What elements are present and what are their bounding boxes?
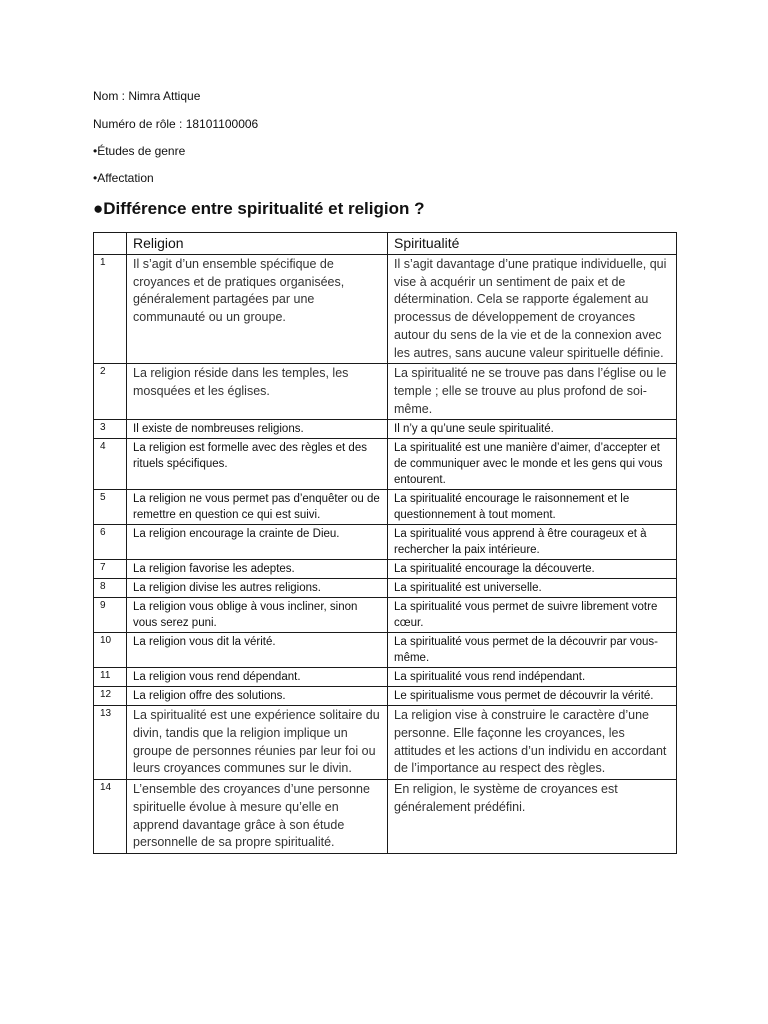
table-row [94, 706, 677, 780]
page-title: ●Différence entre spiritualité et religion ? [93, 199, 425, 218]
spirituality-cell: La spiritualité est une manière d’aimer, d’accepter et de communiquer avec le monde et les gens qui vous entourent. [388, 439, 677, 490]
religion-cell: La religion offre des solutions. [127, 687, 388, 706]
row-number: 11 [94, 668, 127, 687]
header-number-column [94, 233, 127, 255]
comparison-table [93, 232, 677, 854]
row-number: 8 [94, 579, 127, 598]
religion-cell: La religion encourage la crainte de Dieu. [127, 525, 388, 560]
religion-cell: La religion vous rend dépendant. [127, 668, 388, 687]
row-number: 13 [94, 706, 127, 780]
spirituality-cell: Il n’y a qu’une seule spiritualité. [388, 420, 677, 439]
header-religion: Religion [127, 233, 388, 255]
religion-cell: L’ensemble des croyances d’une personne spirituelle évolue à mesure qu’elle en apprend davantage grâce à son étude personnelle de sa propre spiritualité. [127, 780, 388, 854]
table-row [94, 780, 677, 854]
table-row [94, 364, 677, 420]
religion-cell: La religion vous dit la vérité. [127, 633, 388, 668]
spirituality-cell: En religion, le système de croyances est généralement prédéfini. [388, 780, 677, 854]
table-row [94, 560, 677, 579]
row-number: 14 [94, 780, 127, 854]
religion-cell: La religion réside dans les temples, les mosquées et les églises. [127, 364, 388, 420]
spirituality-cell: La spiritualité encourage la découverte. [388, 560, 677, 579]
header-spirituality: Spiritualité [388, 233, 677, 255]
row-number: 5 [94, 490, 127, 525]
row-number: 7 [94, 560, 127, 579]
spirituality-cell: La spiritualité ne se trouve pas dans l’église ou le temple ; elle se trouve au plus profond de soi-même. [388, 364, 677, 420]
religion-cell: Il s’agit d’un ensemble spécifique de croyances et de pratiques organisées, généralement partagées par une communauté ou un groupe. [127, 255, 388, 364]
row-number: 12 [94, 687, 127, 706]
row-number: 4 [94, 439, 127, 490]
spirituality-cell: La spiritualité encourage le raisonnement et le questionnement à tout moment. [388, 490, 677, 525]
spirituality-cell: Il s’agit davantage d’une pratique individuelle, qui vise à acquérir un sentiment de paix et de détermination. Cela se rapporte également au processus de développement de croyances autour du sens de la vie et de la connexion avec les autres, sans aucune valeur spirituelle définie. [388, 255, 677, 364]
table-row [94, 579, 677, 598]
row-number: 2 [94, 364, 127, 420]
spirituality-cell: La spiritualité est universelle. [388, 579, 677, 598]
table-row [94, 439, 677, 490]
spirituality-cell: La spiritualité vous apprend à être courageux et à rechercher la paix intérieure. [388, 525, 677, 560]
religion-cell: La religion favorise les adeptes. [127, 560, 388, 579]
table-row [94, 633, 677, 668]
table-row [94, 668, 677, 687]
table-row [94, 525, 677, 560]
row-number: 6 [94, 525, 127, 560]
religion-cell: Il existe de nombreuses religions. [127, 420, 388, 439]
table-row [94, 255, 677, 364]
table-row [94, 687, 677, 706]
religion-cell: La religion est formelle avec des règles et des rituels spécifiques. [127, 439, 388, 490]
spirituality-cell: La religion vise à construire le caractère d’une personne. Elle façonne les croyances, les attitudes et les actions d’un individu en accordant de l’importance au respect des règles. [388, 706, 677, 780]
course-name: •Études de genre [93, 144, 186, 158]
row-number: 1 [94, 255, 127, 364]
religion-cell: La religion vous oblige à vous incliner, sinon vous serez puni. [127, 598, 388, 633]
roll-number: Numéro de rôle : 18101100006 [93, 117, 259, 131]
row-number: 3 [94, 420, 127, 439]
row-number: 10 [94, 633, 127, 668]
table-row [94, 490, 677, 525]
student-name: Nom : Nimra Attique [93, 89, 201, 103]
table-header-row [94, 233, 677, 255]
religion-cell: La spiritualité est une expérience solitaire du divin, tandis que la religion implique un groupe de personnes réunies par leur foi ou leurs croyances communes sur le divin. [127, 706, 388, 780]
spirituality-cell: La spiritualité vous permet de suivre librement votre cœur. [388, 598, 677, 633]
spirituality-cell: La spiritualité vous rend indépendant. [388, 668, 677, 687]
spirituality-cell: Le spiritualisme vous permet de découvrir la vérité. [388, 687, 677, 706]
table-row [94, 598, 677, 633]
table-row [94, 420, 677, 439]
religion-cell: La religion divise les autres religions. [127, 579, 388, 598]
row-number: 9 [94, 598, 127, 633]
religion-cell: La religion ne vous permet pas d’enquêter ou de remettre en question ce qui est suivi. [127, 490, 388, 525]
assignment-label: •Affectation [93, 171, 154, 185]
spirituality-cell: La spiritualité vous permet de la découvrir par vous-même. [388, 633, 677, 668]
